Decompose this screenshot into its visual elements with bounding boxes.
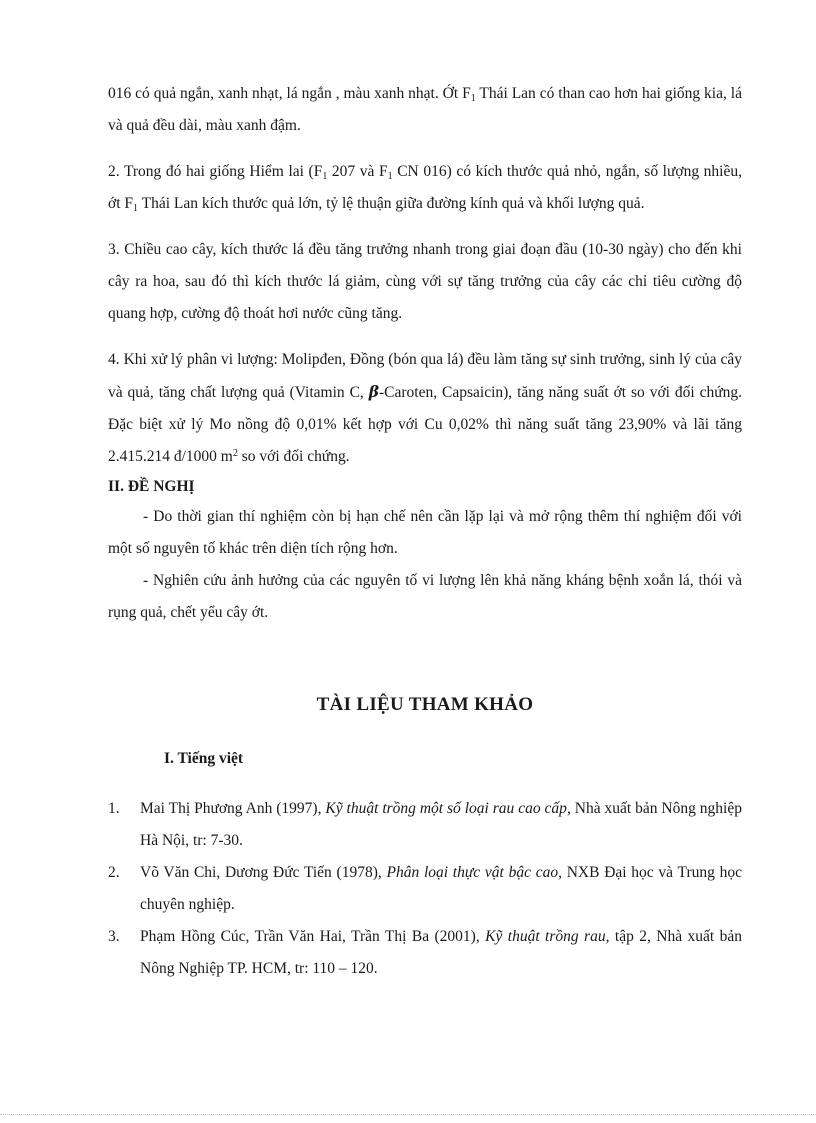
document-body [108,78,742,985]
reference-item [108,921,742,985]
reference-number: 3. [108,928,120,945]
result-paragraph-1 [108,78,742,142]
reference-publisher: , Nhà xuất bản Nông nghiệp Hà Nội, tr: 7-30. [140,800,742,849]
beta-symbol: β [368,382,379,401]
text-run: 2. Trong đó hai giống Hiểm lai (F [108,163,323,180]
text-run: so với đối chứng. [237,448,350,465]
superscript: 2 [232,448,238,459]
references-title: TÀI LIỆU THAM KHẢO [316,694,534,715]
reference-book-title: Kỹ thuật trồng một số loại rau cao cấp [325,800,567,817]
reference-publisher: tập 2, Nhà xuất bản Nông Nghiệp TP. HCM, tr: 110 – 120. [140,928,743,977]
text-run: 207 và F [327,163,388,180]
reference-book-title: Phân loại thực vật bậc cao [386,864,559,881]
reference-authors: Mai Thị Phương Anh (1997), [140,800,326,817]
result-paragraph-3: 3. Chiều cao cây, kích thước lá đều tăng trưởng nhanh trong giai đoạn đầu (10-30 ngày) cho đến khi cây ra hoa, sau đó thì kích thước lá giảm, cùng với sự tăng trưởng của cây các chỉ tiêu cường độ quang hợp, cường độ thoát hơi nước cũng tăng. [108,241,742,322]
result-paragraph-4 [108,344,742,473]
text-run: CN 016) có kích thước quả nhỏ, ngắn, số lượng nhiều, ớt F [108,163,742,212]
reference-authors: Phạm Hồng Cúc, Trần Văn Hai, Trần Thị Ba (2001), [140,928,486,945]
text-run: 4. Khi xử lý phân vi lượng: Molipđen, Đồng (bón qua lá) đều làm tăng sự sinh trưởng, sinh lý của cây và quả, tăng chất lượng quả (Vitamin C, [108,351,742,401]
text-run: 016 có quả ngắn, xanh nhạt, lá ngắn , màu xanh nhạt. Ớt F [108,85,471,102]
subscript: 1 [322,171,328,182]
reference-list [108,793,742,985]
result-paragraph-2 [108,156,742,220]
reference-publisher: , NXB Đại học và Trung học chuyên nghiệp. [140,864,742,913]
reference-number: 1. [108,800,120,817]
reference-number: 2. [108,864,120,881]
subscript: 1 [470,93,476,104]
reference-authors: Võ Văn Chi, Dương Đức Tiến (1978), [140,864,387,881]
reference-item [108,857,742,921]
reference-item [108,793,742,857]
text-run: Thái Lan kích thước quả lớn, tỷ lệ thuận giữa đường kính quả và khối lượng quả. [138,195,645,212]
reference-book-title: Kỹ thuật trồng rau, [485,928,610,945]
recommendations-heading: II. ĐỀ NGHỊ [108,478,195,495]
subscript: 1 [387,171,393,182]
references-section-heading: I. Tiếng việt [164,750,244,767]
page-bottom-divider [0,1114,816,1115]
subscript: 1 [133,203,138,214]
text-run: Thái Lan có than cao hơn hai giống kia, lá và quả đều dài, màu xanh đậm. [108,85,742,134]
text-run: -Caroten, Capsaicin), tăng năng suất ớt so với đối chứng. Đặc biệt xử lý Mo nồng độ 0,01% kết hợp với Cu 0,02% thì năng suất tăng 23,90% và lãi tăng 2.415.214 đ/1000 m [108,384,742,465]
recommendation-item-1: - Do thời gian thí nghiệm còn bị hạn chế nên cần lặp lại và mở rộng thêm thí nghiệm đối với một số nguyên tố khác trên diện tích rộng hơn. [108,508,742,557]
recommendation-item-2: - Nghiên cứu ảnh hưởng của các nguyên tố vi lượng lên khả năng kháng bệnh xoắn lá, thói và rụng quả, chết yểu cây ớt. [108,572,742,621]
